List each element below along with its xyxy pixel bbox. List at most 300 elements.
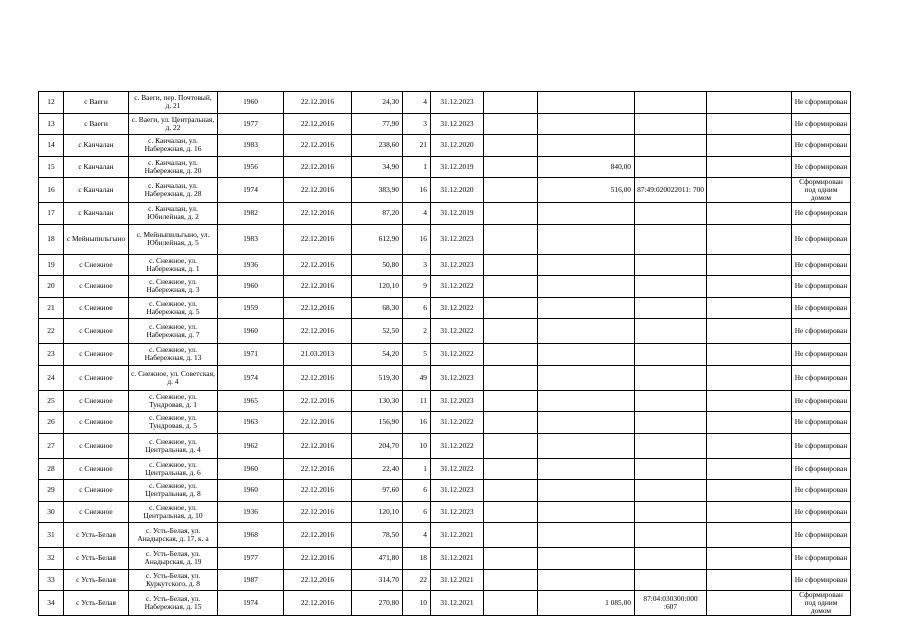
area-cell: 97,60 (352, 480, 403, 502)
address-cell: с. Канчалан, ул. Набережная, д. 20 (129, 156, 218, 178)
area-cell: 52,50 (352, 319, 403, 344)
resettlement-deadline-cell: 31.12.2022 (431, 344, 484, 366)
residents-cell: 4 (403, 523, 431, 548)
cadastral-number-cell (635, 156, 707, 178)
empty-cell (484, 344, 538, 366)
settlement-cell: с Канчалан (64, 156, 129, 178)
settlement-cell: с Снежное (64, 365, 129, 390)
settlement-cell: с Снежное (64, 390, 129, 412)
land-cost-cell: 516,00 (538, 178, 635, 203)
cadastral-number-cell (635, 569, 707, 591)
resettlement-deadline-cell: 31.12.2022 (431, 412, 484, 434)
land-status-cell: Не сформирован (792, 412, 851, 434)
empty-cell (707, 458, 792, 480)
empty-cell (484, 178, 538, 203)
cadastral-number-cell (635, 92, 707, 114)
address-cell: с. Снежное, ул. Центральная, д. 10 (129, 501, 218, 523)
table-row (39, 591, 851, 616)
table-row (39, 178, 851, 203)
empty-cell (707, 297, 792, 319)
address-cell: с. Ваеги, пер. Почтовый, д. 21 (129, 92, 218, 114)
land-status-cell: Не сформирован (792, 135, 851, 157)
empty-cell (484, 412, 538, 434)
cadastral-number-cell (635, 501, 707, 523)
empty-cell (484, 224, 538, 254)
residents-cell: 5 (403, 344, 431, 366)
area-cell: 204,70 (352, 433, 403, 458)
empty-cell (707, 203, 792, 225)
residents-cell: 2 (403, 319, 431, 344)
resettlement-deadline-cell: 31.12.2019 (431, 156, 484, 178)
recognition-date-cell: 22.12.2016 (284, 433, 352, 458)
year-built-cell: 1983 (218, 224, 284, 254)
cadastral-number-cell (635, 480, 707, 502)
empty-cell (707, 224, 792, 254)
cadastral-number-cell (635, 412, 707, 434)
address-cell: с. Канчалан, ул. Юбилейная, д. 2 (129, 203, 218, 225)
address-cell: с. Снежное, ул. Центральная, д. 4 (129, 433, 218, 458)
land-cost-cell (538, 224, 635, 254)
resettlement-deadline-cell: 31.12.2023 (431, 480, 484, 502)
empty-cell (484, 569, 538, 591)
residents-cell: 9 (403, 276, 431, 298)
empty-cell (484, 501, 538, 523)
resettlement-deadline-cell: 31.12.2019 (431, 203, 484, 225)
residents-cell: 49 (403, 365, 431, 390)
recognition-date-cell: 22.12.2016 (284, 390, 352, 412)
settlement-cell: с Ваеги (64, 92, 129, 114)
recognition-date-cell: 22.12.2016 (284, 113, 352, 135)
recognition-date-cell: 22.12.2016 (284, 569, 352, 591)
residents-cell: 3 (403, 254, 431, 276)
table-row (39, 433, 851, 458)
empty-cell (484, 433, 538, 458)
settlement-cell: с Снежное (64, 458, 129, 480)
year-built-cell: 1982 (218, 203, 284, 225)
empty-cell (707, 523, 792, 548)
address-cell: с. Усть-Белая, ул. Анадырская, д. 19 (129, 548, 218, 570)
residents-cell: 4 (403, 203, 431, 225)
resettlement-deadline-cell: 31.12.2022 (431, 458, 484, 480)
land-cost-cell (538, 569, 635, 591)
area-cell: 87,20 (352, 203, 403, 225)
settlement-cell: с Усть-Белая (64, 523, 129, 548)
residents-cell: 16 (403, 224, 431, 254)
area-cell: 50,80 (352, 254, 403, 276)
row-number-cell: 16 (39, 178, 64, 203)
table-row (39, 569, 851, 591)
empty-cell (484, 135, 538, 157)
year-built-cell: 1963 (218, 412, 284, 434)
year-built-cell: 1960 (218, 480, 284, 502)
table-row (39, 135, 851, 157)
settlement-cell: с Снежное (64, 480, 129, 502)
year-built-cell: 1974 (218, 365, 284, 390)
year-built-cell: 1968 (218, 523, 284, 548)
land-status-cell: Сформирован под одним домом (792, 178, 851, 203)
recognition-date-cell: 22.12.2016 (284, 135, 352, 157)
settlement-cell: с Канчалан (64, 178, 129, 203)
empty-cell (484, 523, 538, 548)
address-cell: с. Снежное, ул. Советская, д. 4 (129, 365, 218, 390)
empty-cell (707, 276, 792, 298)
address-cell: с. Снежное, ул. Набережная, д. 7 (129, 319, 218, 344)
recognition-date-cell: 22.12.2016 (284, 254, 352, 276)
address-cell: с. Снежное, ул. Тундровая, д. 1 (129, 390, 218, 412)
year-built-cell: 1983 (218, 135, 284, 157)
land-cost-cell (538, 344, 635, 366)
row-number-cell: 33 (39, 569, 64, 591)
area-cell: 54,20 (352, 344, 403, 366)
address-cell: с. Мейныпильгыно, ул. Юбилейная, д. 5 (129, 224, 218, 254)
land-cost-cell (538, 365, 635, 390)
row-number-cell: 31 (39, 523, 64, 548)
cadastral-number-cell (635, 224, 707, 254)
land-status-cell: Не сформирован (792, 254, 851, 276)
address-cell: с. Канчалан, ул. Набережная, д. 16 (129, 135, 218, 157)
resettlement-deadline-cell: 31.12.2023 (431, 92, 484, 114)
settlement-cell: с Снежное (64, 297, 129, 319)
area-cell: 78,50 (352, 523, 403, 548)
land-cost-cell (538, 501, 635, 523)
recognition-date-cell: 22.12.2016 (284, 591, 352, 616)
land-cost-cell (538, 203, 635, 225)
resettlement-deadline-cell: 31.12.2022 (431, 276, 484, 298)
land-cost-cell: 840,00 (538, 156, 635, 178)
row-number-cell: 17 (39, 203, 64, 225)
land-status-cell: Не сформирован (792, 569, 851, 591)
land-status-cell: Не сформирован (792, 433, 851, 458)
row-number-cell: 28 (39, 458, 64, 480)
cadastral-number-cell (635, 113, 707, 135)
residents-cell: 10 (403, 433, 431, 458)
residents-cell: 6 (403, 297, 431, 319)
row-number-cell: 18 (39, 224, 64, 254)
empty-cell (484, 319, 538, 344)
area-cell: 238,60 (352, 135, 403, 157)
empty-cell (707, 156, 792, 178)
cadastral-number-cell (635, 254, 707, 276)
empty-cell (707, 412, 792, 434)
land-cost-cell (538, 458, 635, 480)
land-cost-cell (538, 113, 635, 135)
settlement-cell: с Ваеги (64, 113, 129, 135)
land-status-cell: Не сформирован (792, 365, 851, 390)
year-built-cell: 1960 (218, 276, 284, 298)
table-row (39, 501, 851, 523)
settlement-cell: с Усть-Белая (64, 548, 129, 570)
table-row (39, 297, 851, 319)
row-number-cell: 23 (39, 344, 64, 366)
empty-cell (707, 113, 792, 135)
resettlement-deadline-cell: 31.12.2023 (431, 365, 484, 390)
cadastral-number-cell (635, 390, 707, 412)
row-number-cell: 12 (39, 92, 64, 114)
row-number-cell: 24 (39, 365, 64, 390)
recognition-date-cell: 22.12.2016 (284, 92, 352, 114)
table-row (39, 113, 851, 135)
cadastral-number-cell (635, 276, 707, 298)
year-built-cell: 1956 (218, 156, 284, 178)
land-status-cell: Не сформирован (792, 319, 851, 344)
row-number-cell: 34 (39, 591, 64, 616)
land-status-cell: Не сформирован (792, 297, 851, 319)
year-built-cell: 1987 (218, 569, 284, 591)
empty-cell (707, 344, 792, 366)
address-cell: с. Канчалан, ул. Набережная, д. 28 (129, 178, 218, 203)
empty-cell (484, 92, 538, 114)
empty-cell (484, 297, 538, 319)
residents-cell: 4 (403, 92, 431, 114)
land-cost-cell (538, 254, 635, 276)
cadastral-number-cell (635, 203, 707, 225)
residents-cell: 16 (403, 412, 431, 434)
table-row (39, 254, 851, 276)
empty-cell (484, 113, 538, 135)
empty-cell (707, 254, 792, 276)
empty-cell (484, 480, 538, 502)
empty-cell (707, 548, 792, 570)
land-cost-cell (538, 297, 635, 319)
land-status-cell: Не сформирован (792, 203, 851, 225)
year-built-cell: 1960 (218, 458, 284, 480)
housing-register-table (38, 91, 851, 616)
resettlement-deadline-cell: 31.12.2023 (431, 254, 484, 276)
address-cell: с. Снежное, ул. Набережная, д. 13 (129, 344, 218, 366)
year-built-cell: 1960 (218, 92, 284, 114)
residents-cell: 21 (403, 135, 431, 157)
area-cell: 383,90 (352, 178, 403, 203)
address-cell: с. Усть-Белая, ул. Куркутского, д. 8 (129, 569, 218, 591)
recognition-date-cell: 22.12.2016 (284, 297, 352, 319)
empty-cell (707, 135, 792, 157)
table-body (39, 92, 851, 616)
empty-cell (484, 156, 538, 178)
document-page (38, 91, 850, 616)
table-row (39, 412, 851, 434)
year-built-cell: 1974 (218, 591, 284, 616)
residents-cell: 18 (403, 548, 431, 570)
resettlement-deadline-cell: 31.12.2023 (431, 113, 484, 135)
area-cell: 34,90 (352, 156, 403, 178)
year-built-cell: 1936 (218, 501, 284, 523)
resettlement-deadline-cell: 31.12.2022 (431, 319, 484, 344)
area-cell: 471,80 (352, 548, 403, 570)
row-number-cell: 25 (39, 390, 64, 412)
settlement-cell: с Канчалан (64, 135, 129, 157)
empty-cell (707, 569, 792, 591)
address-cell: с. Усть-Белая, ул. Набережная, д. 15 (129, 591, 218, 616)
area-cell: 120,10 (352, 276, 403, 298)
year-built-cell: 1962 (218, 433, 284, 458)
land-status-cell: Не сформирован (792, 390, 851, 412)
land-status-cell: Не сформирован (792, 523, 851, 548)
recognition-date-cell: 22.12.2016 (284, 412, 352, 434)
land-cost-cell (538, 480, 635, 502)
cadastral-number-cell: 87:04:030300:000 :607 (635, 591, 707, 616)
row-number-cell: 22 (39, 319, 64, 344)
empty-cell (484, 254, 538, 276)
cadastral-number-cell (635, 135, 707, 157)
row-number-cell: 15 (39, 156, 64, 178)
area-cell: 156,90 (352, 412, 403, 434)
resettlement-deadline-cell: 31.12.2022 (431, 297, 484, 319)
address-cell: с. Снежное, ул. Центральная, д. 8 (129, 480, 218, 502)
table-row (39, 548, 851, 570)
empty-cell (707, 591, 792, 616)
year-built-cell: 1965 (218, 390, 284, 412)
area-cell: 120,10 (352, 501, 403, 523)
row-number-cell: 19 (39, 254, 64, 276)
table-row (39, 480, 851, 502)
row-number-cell: 14 (39, 135, 64, 157)
land-status-cell: Не сформирован (792, 276, 851, 298)
address-cell: с. Усть-Белая, ул. Анадырская, д. 17, к. а (129, 523, 218, 548)
cadastral-number-cell (635, 458, 707, 480)
area-cell: 22,40 (352, 458, 403, 480)
row-number-cell: 21 (39, 297, 64, 319)
empty-cell (707, 92, 792, 114)
land-status-cell: Не сформирован (792, 501, 851, 523)
area-cell: 130,30 (352, 390, 403, 412)
empty-cell (707, 480, 792, 502)
table-row (39, 344, 851, 366)
row-number-cell: 27 (39, 433, 64, 458)
empty-cell (707, 178, 792, 203)
address-cell: с. Снежное, ул. Набережная, д. 3 (129, 276, 218, 298)
area-cell: 68,30 (352, 297, 403, 319)
area-cell: 519,30 (352, 365, 403, 390)
address-cell: с. Снежное, ул. Тундровая, д. 5 (129, 412, 218, 434)
land-status-cell: Сформирован под одним домом (792, 591, 851, 616)
empty-cell (484, 203, 538, 225)
residents-cell: 10 (403, 591, 431, 616)
settlement-cell: с Снежное (64, 276, 129, 298)
area-cell: 270,80 (352, 591, 403, 616)
cadastral-number-cell (635, 548, 707, 570)
year-built-cell: 1977 (218, 548, 284, 570)
cadastral-number-cell: 87:49:020022011: 700 (635, 178, 707, 203)
empty-cell (484, 458, 538, 480)
recognition-date-cell: 22.12.2016 (284, 156, 352, 178)
cadastral-number-cell (635, 365, 707, 390)
year-built-cell: 1971 (218, 344, 284, 366)
residents-cell: 6 (403, 501, 431, 523)
land-status-cell: Не сформирован (792, 548, 851, 570)
table-row (39, 92, 851, 114)
land-status-cell: Не сформирован (792, 113, 851, 135)
year-built-cell: 1936 (218, 254, 284, 276)
land-cost-cell (538, 319, 635, 344)
table-row (39, 224, 851, 254)
recognition-date-cell: 22.12.2016 (284, 224, 352, 254)
recognition-date-cell: 22.12.2016 (284, 480, 352, 502)
resettlement-deadline-cell: 31.12.2022 (431, 433, 484, 458)
settlement-cell: с Снежное (64, 344, 129, 366)
land-cost-cell (538, 433, 635, 458)
residents-cell: 6 (403, 480, 431, 502)
resettlement-deadline-cell: 31.12.2023 (431, 390, 484, 412)
land-cost-cell: 1 085,00 (538, 591, 635, 616)
land-status-cell: Не сформирован (792, 156, 851, 178)
residents-cell: 11 (403, 390, 431, 412)
table-row (39, 156, 851, 178)
resettlement-deadline-cell: 31.12.2023 (431, 224, 484, 254)
settlement-cell: с Снежное (64, 433, 129, 458)
cadastral-number-cell (635, 344, 707, 366)
empty-cell (707, 501, 792, 523)
settlement-cell: с Снежное (64, 501, 129, 523)
year-built-cell: 1960 (218, 319, 284, 344)
settlement-cell: с Усть-Белая (64, 591, 129, 616)
address-cell: с. Снежное, ул. Центральная, д. 6 (129, 458, 218, 480)
recognition-date-cell: 22.12.2016 (284, 501, 352, 523)
recognition-date-cell: 22.12.2016 (284, 203, 352, 225)
area-cell: 612,90 (352, 224, 403, 254)
recognition-date-cell: 22.12.2016 (284, 319, 352, 344)
recognition-date-cell: 21.03.2013 (284, 344, 352, 366)
recognition-date-cell: 22.12.2016 (284, 276, 352, 298)
table-row (39, 276, 851, 298)
year-built-cell: 1974 (218, 178, 284, 203)
resettlement-deadline-cell: 31.12.2021 (431, 569, 484, 591)
land-cost-cell (538, 412, 635, 434)
settlement-cell: с Снежное (64, 412, 129, 434)
land-status-cell: Не сформирован (792, 92, 851, 114)
cadastral-number-cell (635, 297, 707, 319)
land-cost-cell (538, 135, 635, 157)
residents-cell: 22 (403, 569, 431, 591)
residents-cell: 1 (403, 458, 431, 480)
land-cost-cell (538, 92, 635, 114)
settlement-cell: с Снежное (64, 254, 129, 276)
land-status-cell: Не сформирован (792, 224, 851, 254)
address-cell: с. Снежное, ул. Набережная, д. 5 (129, 297, 218, 319)
land-status-cell: Не сформирован (792, 480, 851, 502)
address-cell: с. Ваеги, ул. Центральная, д. 22 (129, 113, 218, 135)
empty-cell (707, 365, 792, 390)
year-built-cell: 1977 (218, 113, 284, 135)
area-cell: 24,30 (352, 92, 403, 114)
resettlement-deadline-cell: 31.12.2021 (431, 548, 484, 570)
land-status-cell: Не сформирован (792, 344, 851, 366)
recognition-date-cell: 22.12.2016 (284, 458, 352, 480)
cadastral-number-cell (635, 319, 707, 344)
resettlement-deadline-cell: 31.12.2021 (431, 591, 484, 616)
table-row (39, 319, 851, 344)
row-number-cell: 32 (39, 548, 64, 570)
cadastral-number-cell (635, 523, 707, 548)
table-row (39, 390, 851, 412)
area-cell: 77,90 (352, 113, 403, 135)
settlement-cell: с Усть-Белая (64, 569, 129, 591)
empty-cell (484, 548, 538, 570)
year-built-cell: 1959 (218, 297, 284, 319)
resettlement-deadline-cell: 31.12.2021 (431, 523, 484, 548)
empty-cell (707, 390, 792, 412)
table-row (39, 523, 851, 548)
settlement-cell: с Мейныпильгыно (64, 224, 129, 254)
settlement-cell: с Снежное (64, 319, 129, 344)
address-cell: с. Снежное, ул. Набережная, д. 1 (129, 254, 218, 276)
row-number-cell: 29 (39, 480, 64, 502)
recognition-date-cell: 22.12.2016 (284, 523, 352, 548)
table-row (39, 203, 851, 225)
land-status-cell: Не сформирован (792, 458, 851, 480)
land-cost-cell (538, 390, 635, 412)
table-row (39, 458, 851, 480)
residents-cell: 1 (403, 156, 431, 178)
